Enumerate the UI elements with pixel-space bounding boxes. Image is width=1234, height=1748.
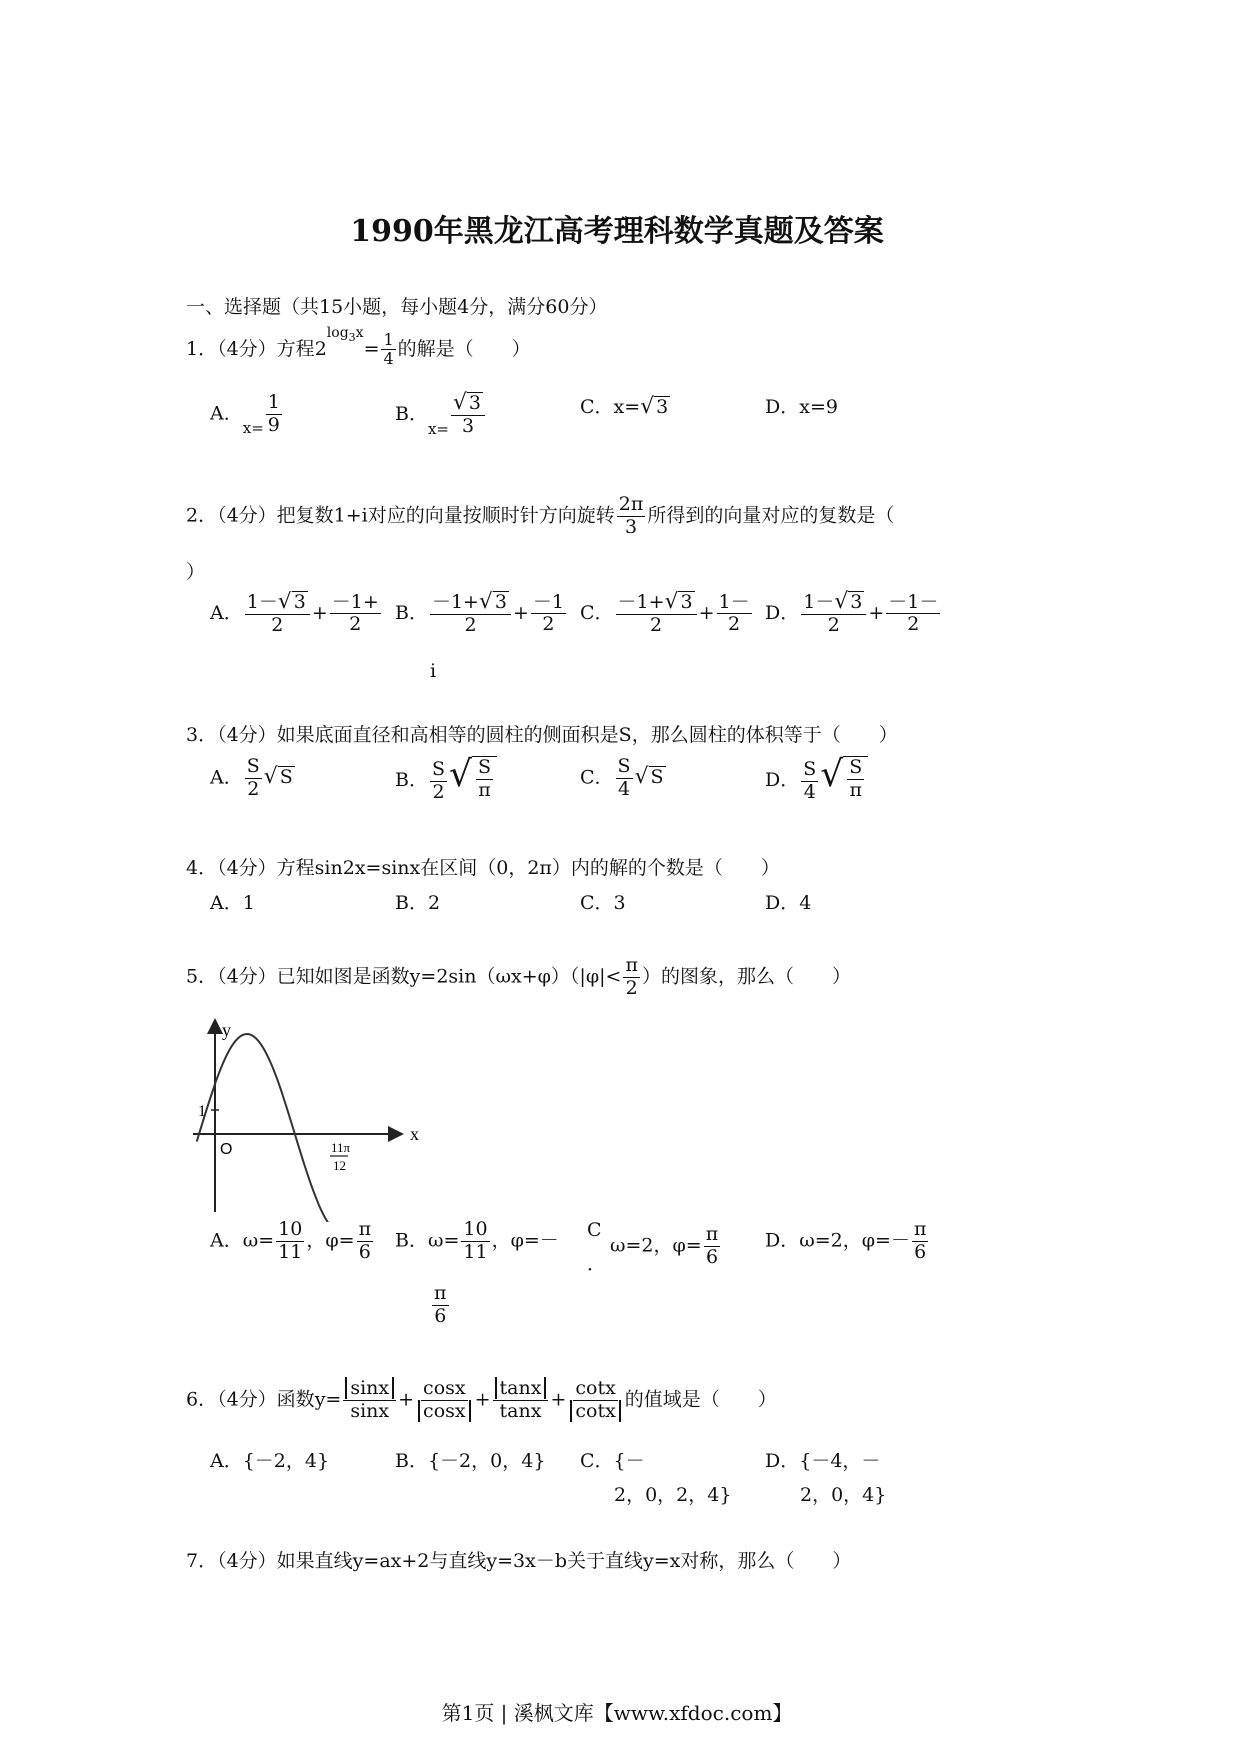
section-heading: 一、选择题（共15小题，每小题4分，满分60分） (186, 296, 608, 318)
question-4: 4．（4分）方程sin2x=sinx在区间（0，2π）内的解的个数是（ ） (186, 857, 780, 879)
x-tick-label-num: 11π (331, 1140, 351, 1155)
question-1: 1．（4分）方程$2^{log_3x}=$ $\frac{1}{4}$ 的解是（ ） (186, 325, 531, 369)
q5-option-b: B．ω= $\frac{10}{11}$ ，φ=－ (395, 1218, 559, 1263)
sine-graph (190, 1012, 430, 1222)
q2-option-b: B． －1+ √ 3 2 + $\frac{-1}{2}$ (395, 591, 565, 636)
q2-option-d: D． 1－ √ 3 2 + $\frac{-1-}{2}$ (765, 589, 939, 636)
q3-option-d: D． $\frac{S}{4}$ √ $\frac{S}{\pi}$ (765, 756, 868, 803)
y-axis-label: y (222, 1020, 231, 1040)
x-axis-label: x (410, 1124, 419, 1144)
q1-option-b: B．$_{x=}$ √ 3 3 (395, 392, 487, 438)
q5-option-c-label: C (587, 1219, 602, 1241)
q6-option-c: C．{－ (580, 1450, 645, 1472)
q5-option-d: D．ω=2，φ=－ $\frac{\pi}{6}$ (765, 1218, 927, 1263)
q3-option-c: C． $\frac{S}{4}$ √ S (580, 755, 664, 800)
q2-option-b-tail: i (430, 660, 437, 682)
question-7: 7．（4分）如果直线y=ax+2与直线y=3x－b关于直线y=x对称，那么（ ） (186, 1550, 852, 1572)
q4-option-c: C．3 (580, 892, 626, 914)
page-title: 1990年黑龙江高考理科数学真题及答案 (350, 214, 884, 249)
q5-option-a: A．ω= $\frac{10}{11}$ ，φ= $\frac{\pi}{6}$ (210, 1218, 372, 1263)
q3-option-a: A． $\frac{S}{2}$ √ S (210, 755, 293, 800)
page-footer: 第1页 | 溪枫文库【www.xfdoc.com】 (441, 1701, 793, 1725)
q3-option-b: B． $\frac{S}{2}$ √ $\frac{S}{\pi}$ (395, 756, 497, 803)
q2-option-a: A． 1－ √ 3 2 + $\frac{-1+}{2}$ (210, 591, 379, 636)
y-tick-label-one: 1 (198, 1103, 206, 1120)
q4-option-b: B．2 (395, 892, 441, 914)
q2-option-c: C． －1+ √ 3 2 + $\frac{1-}{2}$ (580, 591, 750, 636)
x-tick-label-den: 12 (333, 1158, 346, 1173)
origin-label: O (220, 1141, 233, 1158)
q5-option-c: ω=2，φ= $\frac{\pi}{6}$ (610, 1223, 719, 1268)
q6-option-d: D．{－4，－ (765, 1450, 881, 1472)
q6-option-a: A．{－2，4} (210, 1450, 330, 1472)
q5-option-c-dot: ． (587, 1253, 607, 1275)
q4-option-d: D．4 (765, 892, 812, 914)
question-2: 2．（4分）把复数1+i对应的向量按顺时针方向旋转 $\frac{2\pi}{3}$ 所得到的向量对应的复数是（ (186, 493, 895, 538)
question-3: 3．（4分）如果底面直径和高相等的圆柱的侧面积是S，那么圆柱的体积等于（ ） (186, 724, 898, 746)
q6-option-c-cont: 2，0，2，4} (614, 1484, 732, 1506)
q1-option-d: D．x=9 (765, 396, 838, 418)
question-6: 6．（4分）函数y= $\frac{\sin x}{\sin x}$ + $\frac{\cos x}{\cos x}$ + $\frac{\tan x}{\tan x}$ + $\frac{\cot x}{\cot x}$ 的值域是（ ） (186, 1377, 777, 1422)
question-2-end: ） (186, 561, 206, 583)
q5-option-b-fraction: $\frac{\pi}{6}$ (434, 1282, 447, 1327)
sine-curve (197, 1034, 353, 1222)
q6-option-d-cont: 2，0，4} (800, 1484, 887, 1506)
q1-option-c: C．x= √ 3 (580, 394, 669, 419)
q1-option-a: A．$_{x=}$ $\frac{1}{9}$ (210, 391, 280, 438)
q6-option-b: B．{－2，0，4} (395, 1450, 546, 1472)
q4-option-a: A．1 (210, 892, 255, 914)
question-5: 5．（4分）已知如图是函数y=2sin（ωx+φ）（|φ|< $\frac{\pi}{2}$ ）的图象，那么（ ） (186, 954, 851, 999)
